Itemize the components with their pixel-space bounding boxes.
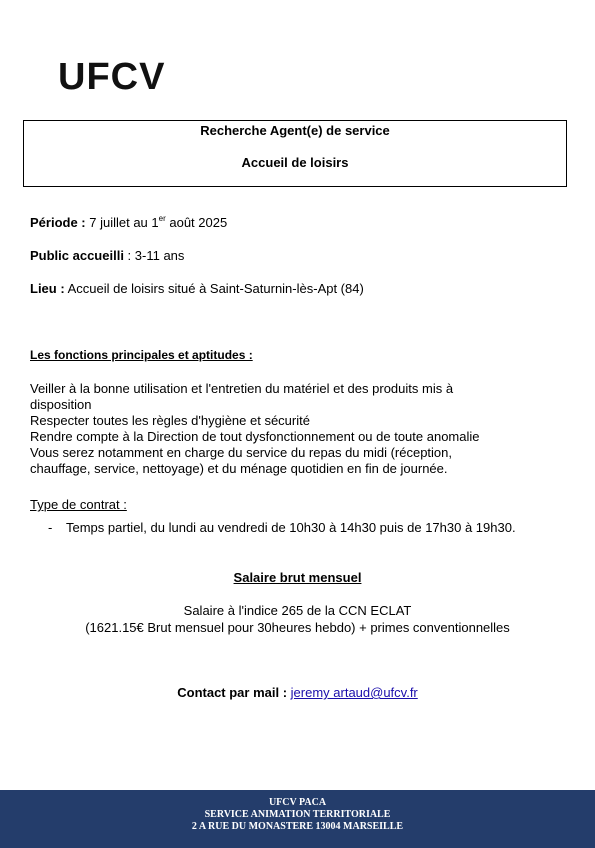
contact-email-link[interactable]: jeremy artaud@ufcv.fr [290,685,418,700]
periode-value-a: 7 juillet au 1 [85,215,159,230]
fonction-line: Veiller à la bonne utilisation et l'entretien du matériel et des produits mis à [30,381,454,396]
salaire-line1: Salaire à l'indice 265 de la CCN ECLAT [183,603,412,618]
contrat-heading: Type de contrat : [30,497,127,512]
contact-label: Contact par mail : [177,685,291,700]
fonction-line: disposition [30,397,92,412]
contrat-text: Temps partiel, du lundi au vendredi de 10h30 à 14h30 puis de 17h30 à 19h30. [66,520,516,535]
lieu-label: Lieu : [30,281,65,296]
footer-line1: UFCV PACA [268,797,327,808]
public-value: : 3-11 ans [123,248,185,263]
footer-line2: SERVICE ANIMATION TERRITORIALE [204,809,391,820]
periode-label: Période : [30,215,86,230]
ufcv-logo [58,56,166,98]
footer-line3: 2 A RUE DU MONASTERE 13004 MARSEILLE [191,821,404,832]
contrat-bullet [48,520,516,535]
contact-line [0,685,595,700]
public-label: Public accueilli [30,248,124,263]
fonction-line: Rendre compte à la Direction de tout dysfonctionnement ou de toute anomalie [30,429,480,444]
title-box [23,120,567,187]
lieu-value: Accueil de loisirs situé à Saint-Saturnin-lès-Apt (84) [64,281,364,296]
salaire-line2: (1621.15€ Brut mensuel pour 30heures hebdo) + primes conventionnelles [85,620,510,635]
logo-text: UFCV [58,56,166,98]
periode-sup: er [158,214,166,223]
fonctions-list [30,381,565,477]
public-line [30,248,184,263]
fonction-line: chauffage, service, nettoyage) et du ménage quotidien en fin de journée. [30,461,448,476]
bullet-dash: - [48,520,53,535]
periode-value-b: août 2025 [165,215,228,230]
fonctions-heading: Les fonctions principales et aptitudes : [30,348,253,362]
footer [0,790,595,848]
periode-line [30,215,227,230]
salaire-heading: Salaire brut mensuel [233,570,362,585]
fonction-line: Vous serez notamment en charge du service du repas du midi (réception, [30,445,453,460]
lieu-line [30,281,364,296]
job-subtitle: Accueil de loisirs [241,155,349,170]
fonction-line: Respecter toutes les règles d'hygiène et sécurité [30,413,310,428]
job-title: Recherche Agent(e) de service [200,123,390,138]
